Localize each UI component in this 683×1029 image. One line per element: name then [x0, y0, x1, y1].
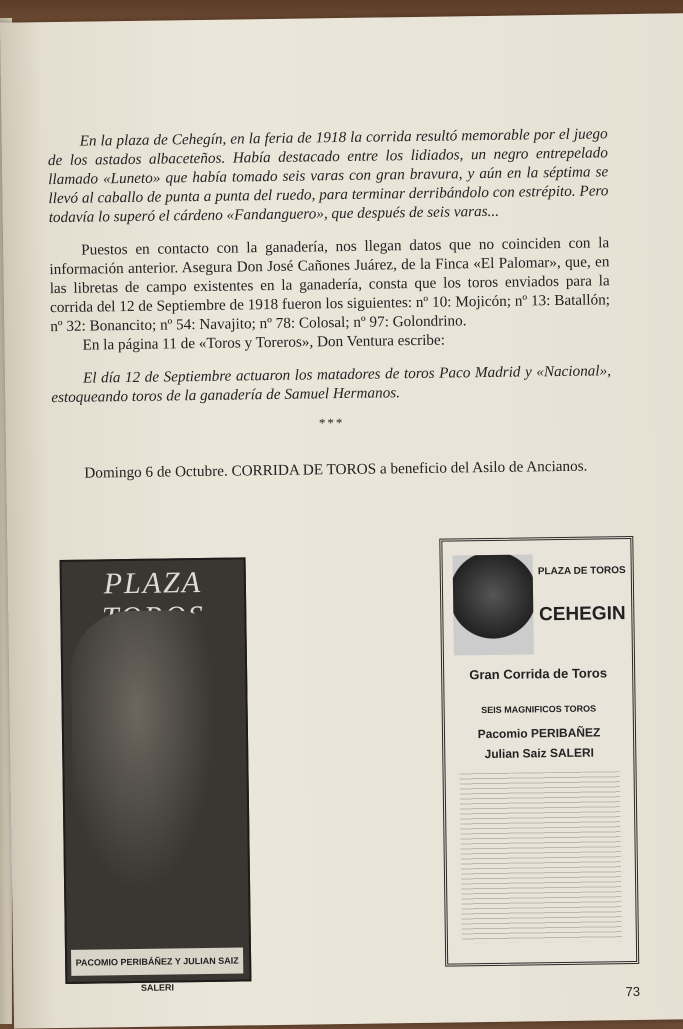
- poster-right-town: CEHEGIN: [538, 603, 626, 626]
- book-page: [0, 13, 683, 1028]
- poster-right-headline: Gran Corrida de Toros: [469, 665, 608, 683]
- poster-left-title: PLAZA: [103, 566, 203, 601]
- matador-portrait: [453, 554, 534, 655]
- paragraph-2: Puestos en contacto con la ganadería, nos llegan datos que no coinciden con la información anterior. Asegura Don José Cañones Juárez, de la Finca «El Palomar», que, en las libretas de campo existentes en la ganadería, consta que los toros enviados para la corrida del 12 de Septiembre de 1918 fueron los siguientes: nº 10: Mojicón; nº 13: Batallón; nº 32: Bonancito; nº 54: Navajito; nº 78: Colosal; nº 97: Golondrino.: [49, 234, 611, 336]
- page-number: 73: [625, 983, 641, 1000]
- poster-left-footer: PACOMIO PERIBÁÑEZ Y JULIAN SAIZ SALERI: [71, 947, 243, 975]
- section-separator: ***: [318, 414, 345, 431]
- quote-paragraph-1: En la plaza de Cehegín, en la feria de 1918 la corrida resultó memorable por el juego de los astados albaceteños. Había destacado entre los lidiados, un negro entrepelado llamado «Luneto» que había tomado seis varas con gran bravura, y aún en la séptima se llevó al caballo de punta a punta del ruedo, para terminar derribándolo con estrépito. Pero todavía lo superó el cárdeno «Fandanguero», que después de seis varas...: [47, 125, 609, 227]
- paragraph-3: En la página 11 de «Toros y Toreros», Don Ventura escribe:: [82, 331, 446, 354]
- poster-right-plaza: PLAZA DE TOROS: [537, 565, 626, 578]
- paragraph-5: Domingo 6 de Octubre. CORRIDA DE TOROS a beneficio del Asilo de Ancianos.: [84, 457, 588, 482]
- poster-right-matador-1: Pacomio PERIBAÑEZ: [477, 725, 601, 742]
- poster-left-illustration: [70, 610, 239, 942]
- poster-right-matador-2: Julian Saiz SALERI: [484, 745, 595, 762]
- poster-image-left: [60, 557, 252, 993]
- quote-paragraph-4: El día 12 de Septiembre actuaron los matadores de toros Paco Madrid y «Nacional», estoqueando toros de la ganadería de Samuel Hermanos.: [51, 362, 612, 407]
- poster-right-bulls: SEIS MAGNIFICOS TOROS: [481, 703, 597, 716]
- body-text: [48, 124, 613, 483]
- poster-image-right: [439, 536, 639, 967]
- poster-right-fine-print: [460, 771, 622, 943]
